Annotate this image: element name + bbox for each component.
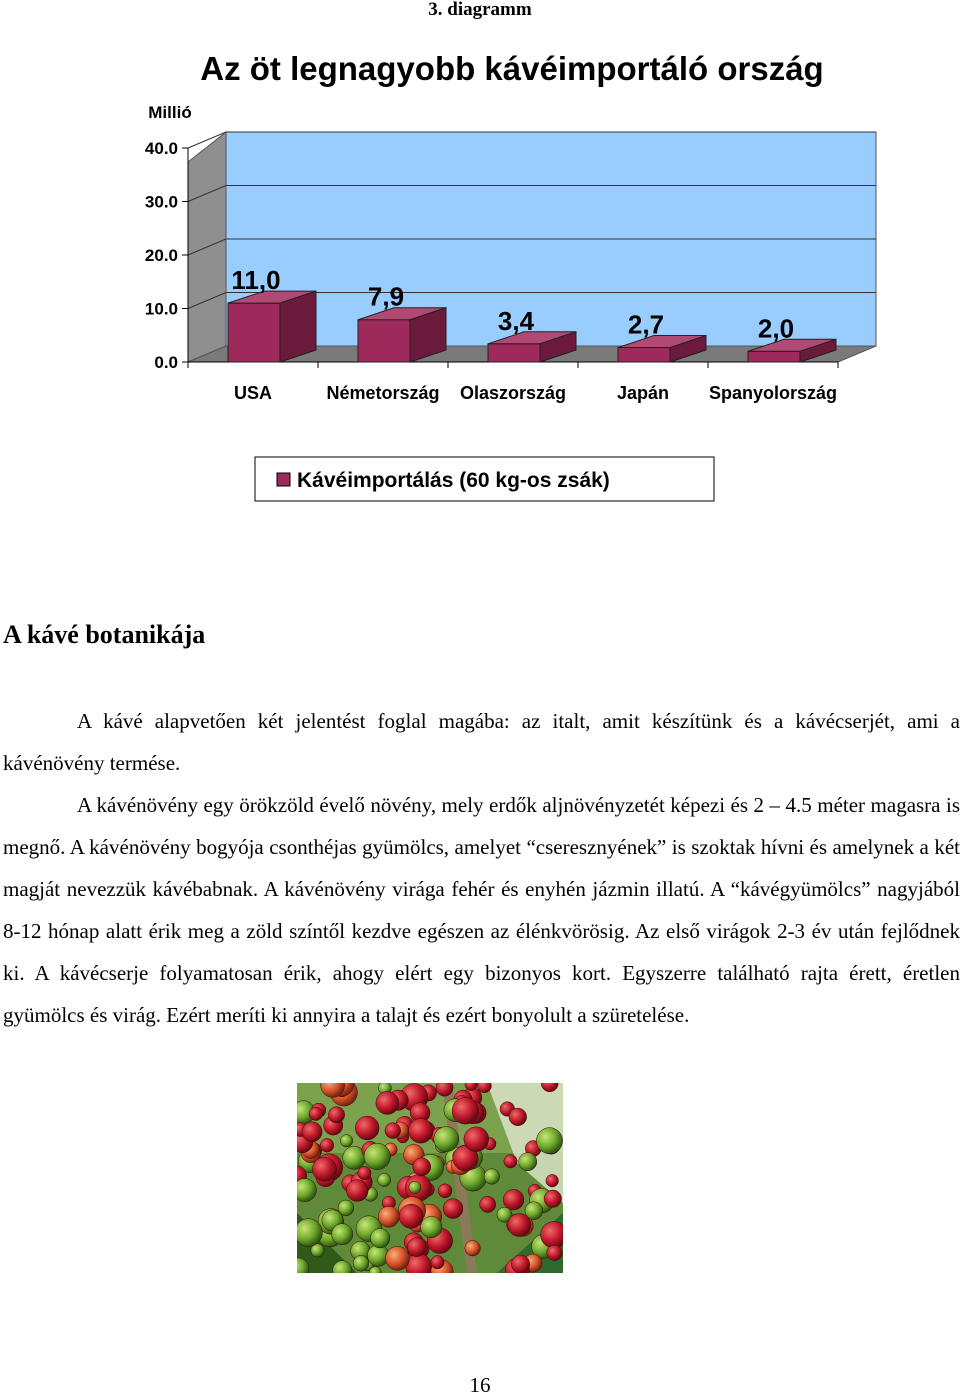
coffee-cherry xyxy=(421,1216,442,1237)
coffee-cherries-photo xyxy=(297,1083,563,1273)
coffee-cherry xyxy=(508,1214,531,1237)
category-label: Japán xyxy=(616,383,670,403)
coffee-cherry xyxy=(536,1128,562,1154)
coffee-cherry xyxy=(452,1098,479,1125)
bar-front xyxy=(618,348,670,362)
legend-swatch xyxy=(277,473,290,486)
coffee-cherry xyxy=(480,1196,496,1212)
coffee-cherry xyxy=(385,1123,401,1139)
category-label: Olaszország xyxy=(459,383,567,403)
page-number: 16 xyxy=(469,1373,491,1397)
coffee-cherry xyxy=(464,1127,489,1152)
bar-front xyxy=(488,344,540,362)
category-label: USA xyxy=(233,383,273,403)
coffee-cherry xyxy=(443,1199,463,1219)
coffee-cherry xyxy=(408,1119,433,1144)
coffee-cherry xyxy=(434,1127,459,1152)
coffee-import-chart xyxy=(0,20,960,510)
y-tick-label: 30.0 xyxy=(144,192,178,212)
coffee-cherry xyxy=(407,1238,426,1257)
coffee-cherry xyxy=(409,1181,421,1193)
coffee-cherry xyxy=(378,1173,391,1186)
y-tick-label: 40.0 xyxy=(144,139,178,158)
category-label: Spanyolország xyxy=(708,383,838,403)
paragraph: A kávénövény egy örökzöld évelő növény, mely erdők aljnövényzetét képezi és 2 – 4.5 méter magasra is megnő. A kávénövény bogyója csonthéjas gyümölcs, amelyet “cseresznyének” is szoktak hívni és amelynek a két magját nevezzük kávébabnak. A kávénövény virága fehér és enyhén jázmin illatú. A “kávégyümölcs” nagyjából 8-12 hónap alatt érik meg a zöld színtől kezdve egészen az élénkvörösig. Az első virágok 2-3 év után fejlődnek ki. A kávécserje folyamatosan érik, ahogy elért egy bizonyos kort. Egyszerre található rajta érett, éretlen gyümölcs és virág. Ezért meríti ki annyira a talajt és ezért bonyolult a szüretelése. xyxy=(3,793,960,1027)
coffee-cherry xyxy=(353,1255,369,1271)
coffee-cherry xyxy=(431,1256,444,1269)
coffee-cherry xyxy=(509,1108,527,1126)
coffee-cherry xyxy=(386,1246,410,1270)
chart-title: Az öt legnagyobb kávéimportáló ország xyxy=(200,50,824,87)
coffee-cherry xyxy=(297,1219,322,1247)
bar-front xyxy=(748,351,800,362)
coffee-cherry xyxy=(312,1157,336,1181)
coffee-cherry xyxy=(340,1135,352,1147)
data-label: 11,0 xyxy=(231,265,281,296)
coffee-cherry xyxy=(399,1204,423,1228)
y-tick-label: 20.0 xyxy=(144,246,178,265)
bar-front xyxy=(358,320,410,362)
coffee-cherry xyxy=(358,1166,371,1179)
coffee-cherry xyxy=(364,1143,390,1169)
coffee-cherry xyxy=(544,1190,561,1207)
data-label: 7,9 xyxy=(367,281,405,312)
coffee-cherry xyxy=(519,1153,537,1171)
coffee-cherry xyxy=(332,1224,353,1245)
coffee-cherry xyxy=(346,1180,368,1202)
category-label: Németország xyxy=(326,383,440,403)
coffee-cherry xyxy=(302,1122,322,1142)
data-label: 2,7 xyxy=(627,309,665,340)
coffee-cherry xyxy=(328,1107,344,1123)
coffee-cherry xyxy=(465,1240,481,1256)
coffee-cherry xyxy=(370,1229,389,1248)
coffee-cherry xyxy=(309,1107,323,1121)
legend-entry: Kávéimportálás (60 kg-os zsák) xyxy=(297,469,610,492)
coffee-cherry xyxy=(376,1091,399,1114)
figure-caption: 3. diagramm xyxy=(428,0,532,20)
paragraph: A kávé alapvetően két jelentést foglal magába: az italt, amit készítünk és a kávécserjét, ami a kávénövény termése. xyxy=(3,709,960,775)
y-tick-label: 0.0 xyxy=(154,353,178,372)
coffee-cherry xyxy=(355,1116,379,1140)
coffee-cherry xyxy=(484,1169,500,1185)
y-tick-label: 10.0 xyxy=(144,299,178,319)
coffee-cherry xyxy=(413,1158,431,1176)
coffee-cherry xyxy=(547,1245,563,1261)
coffee-cherry xyxy=(320,1139,334,1153)
bar-side xyxy=(280,291,316,362)
chart-unit-label: Millió xyxy=(148,103,192,122)
coffee-cherry xyxy=(511,1255,529,1273)
data-label: 2,0 xyxy=(757,313,795,344)
coffee-cherry xyxy=(546,1174,559,1187)
coffee-cherry xyxy=(503,1189,524,1210)
data-label: 3,4 xyxy=(497,305,535,336)
coffee-cherry xyxy=(504,1155,517,1168)
section-heading: A kávé botanikája xyxy=(3,620,206,649)
coffee-cherry xyxy=(378,1206,399,1227)
coffee-cherry xyxy=(438,1184,452,1198)
bar-front xyxy=(228,303,280,362)
body-text xyxy=(3,700,960,1036)
